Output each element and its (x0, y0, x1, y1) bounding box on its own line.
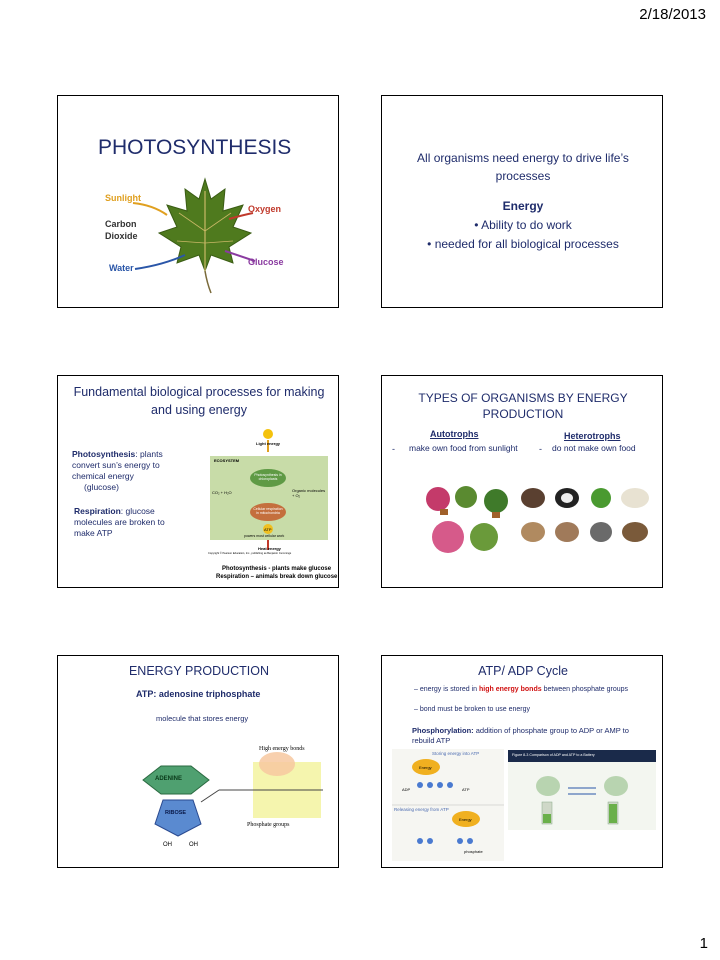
phosphorylation-desc: addition of phosphate group to ADP or AMP to rebuild ATP (412, 726, 629, 745)
respiration-term: Respiration (74, 506, 121, 516)
sunlight-arrow (133, 203, 167, 215)
battery-comparison-diagram (508, 750, 656, 830)
adenine-label: ADENINE (155, 776, 183, 782)
slide6-bullet-2 (414, 706, 530, 713)
heterotrophs-dash: - (539, 444, 542, 454)
energy-flow-diagram (208, 428, 332, 558)
diagram-photosynthesis: Photosynthesis in chloroplasts (254, 473, 282, 481)
phosphorylation-term: Phosphorylation: (412, 726, 474, 735)
slide5-subtitle: ATP: adenosine triphosphate (136, 689, 261, 699)
slide-organism-types (381, 375, 663, 588)
atp-molecule-diagram (133, 744, 333, 856)
photosynthesis-extra: (glucose) (84, 482, 119, 492)
slide-atp-adp-cycle (381, 655, 663, 868)
slide6-bullet-1-char: – (414, 686, 418, 693)
phosphate-groups-label: Phosphate groups (247, 822, 290, 828)
sun-icon (263, 429, 273, 439)
atp-storing-diagram (392, 749, 504, 861)
slide6-bullet-1-post: between phosphate groups (541, 686, 629, 693)
oh-label-2: OH (189, 842, 198, 848)
oh-label-1: OH (163, 842, 172, 848)
slide2-bullet-1: • Ability to do work (474, 218, 572, 232)
page-number: 1 (699, 935, 708, 952)
battery-figure-label: Figure 8-3 Comparison of ADP and ATP to a Battery (512, 753, 595, 757)
ribose-label: RIBOSE (165, 810, 187, 816)
animals-photo (515, 484, 655, 554)
energy-label-1: Energy (419, 765, 432, 770)
leaf-diagram (93, 171, 293, 301)
slide3-caption-2: Respiration – animals break down glucose (216, 574, 338, 580)
slide3-caption-1: Photosynthesis - plants make glucose (222, 566, 332, 572)
respiration-desc: : glucose molecules are broken to make ATP (74, 506, 165, 538)
photosynthesis-term: Photosynthesis (72, 449, 136, 459)
energy-label-2: Energy (459, 817, 472, 822)
diagram-copyright: Copyright © Pearson Education, Inc., publishing as Benjamin Cummings (208, 552, 292, 555)
slide3-respiration-text (74, 506, 184, 539)
slide4-title: TYPES OF ORGANISMS BY ENERGY PRODUCTION (418, 391, 628, 421)
diagram-organic: Organic molecules + O₂ (292, 488, 326, 498)
slide6-bullet-1-highlight: high energy bonds (479, 686, 542, 693)
diagram-co2: CO₂ + H₂O (212, 490, 232, 495)
autotrophs-heading: Autotrophs (430, 429, 479, 439)
atp-label: ATP (462, 787, 470, 792)
photosynthesis-desc: : plants convert sun’s energy to chemical energy (72, 449, 163, 481)
slide-photosynthesis (57, 95, 339, 308)
slide6-bullet-1-pre: energy is stored in (419, 686, 480, 693)
label-oxygen: Oxygen (248, 204, 282, 214)
diagram-ecosystem: ECOSYSTEM (214, 458, 240, 463)
phosphate-label: phosphate (464, 849, 483, 854)
label-carbon: Carbon (105, 219, 137, 229)
label-water: Water (109, 263, 134, 273)
slide2-intro: All organisms need energy to drive life’s processes (417, 151, 629, 183)
battery-figure-bar (508, 750, 656, 762)
slide6-bullet-2-char: – (414, 706, 418, 713)
slide3-title: Fundamental biological processes for making and using energy (73, 385, 325, 417)
diagram-respiration: Cellular respiration in mitochondria (253, 507, 283, 515)
heterotrophs-heading: Heterotrophs (564, 431, 621, 441)
slide1-title: PHOTOSYNTHESIS (98, 136, 292, 159)
slide-energy-production (57, 655, 339, 868)
slide6-bullet-2-text: bond must be broken to use energy (419, 706, 530, 713)
slide3-photosynthesis-text (72, 449, 184, 493)
slide5-title: ENERGY PRODUCTION (128, 664, 270, 678)
diagram-heat: Heat energy (258, 546, 281, 551)
autotrophs-dash: - (392, 444, 395, 454)
diagram-atp: ATP (264, 527, 272, 532)
label-dioxide: Dioxide (105, 231, 138, 241)
diagram-work: powers most cellular work (244, 534, 285, 538)
label-sunlight: Sunlight (105, 193, 141, 203)
slide-energy (381, 95, 663, 308)
autotrophs-item: make own food from sunlight (409, 443, 518, 453)
page-date: 2/18/2013 (639, 6, 706, 23)
slide2-bullet-2: • needed for all biological processes (427, 237, 619, 251)
slide5-desc: molecule that stores energy (156, 714, 249, 723)
heterotrophs-item: do not make own food (552, 443, 636, 453)
slide2-bullet-1-text: Ability to do work (481, 218, 572, 232)
plants-photo (418, 479, 518, 564)
releasing-energy-label: Releasing energy from ATP (394, 807, 449, 812)
slide6-title: ATP/ ADP Cycle (478, 664, 568, 678)
diagram-light-energy: Light energy (256, 441, 281, 446)
slide2-heading: Energy (502, 199, 544, 213)
slide6-bullet-1 (414, 686, 628, 693)
storing-energy-label: Storing energy into ATP (432, 751, 480, 756)
slide6-phosphorylation (412, 726, 638, 746)
adp-label: ADP (402, 787, 411, 792)
high-energy-label: High energy bonds (259, 746, 305, 752)
label-glucose: Glucose (248, 257, 284, 267)
slide2-bullet-2-text: needed for all biological processes (434, 237, 619, 251)
slide-fundamental-processes (57, 375, 339, 588)
